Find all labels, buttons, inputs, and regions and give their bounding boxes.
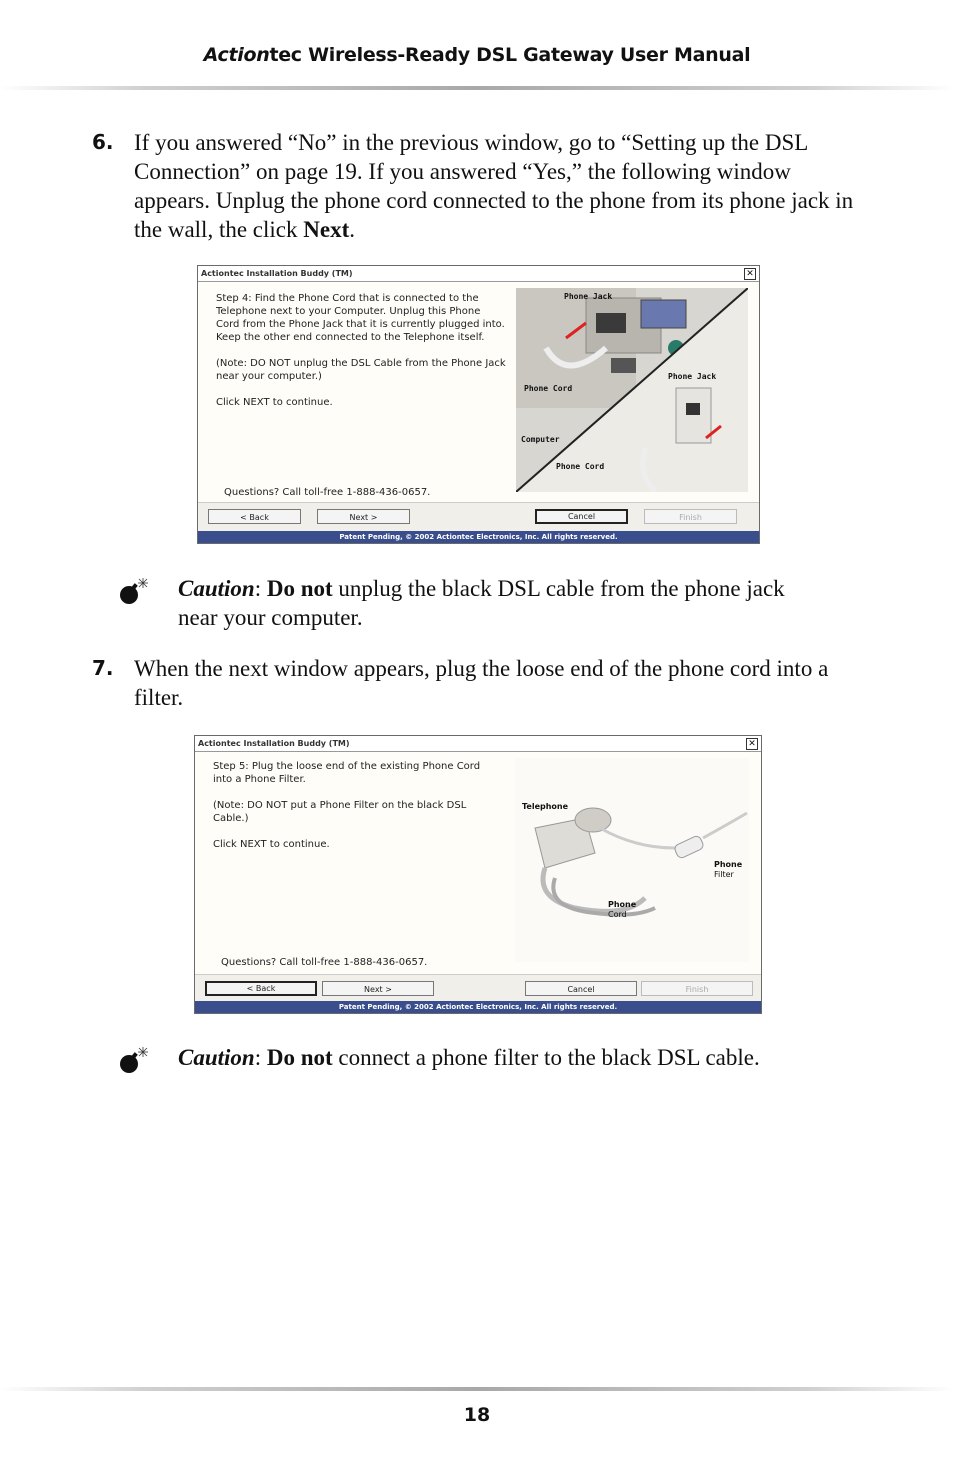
close-icon[interactable]: ✕ (744, 268, 756, 280)
back-button[interactable]: < Back (208, 509, 301, 524)
back-button[interactable]: < Back (205, 981, 317, 996)
caution-text: Caution: Do not connect a phone filter to the black DSL cable. (178, 1045, 760, 1070)
step-text: If you answered “No” in the previous window, go to “Setting up the DSL Connection” on page 19. If you answered “Yes,” the following window appears. Unplug the phone cord connected to the phone from its phone jack in the wall, the click Next. (134, 130, 854, 242)
label-phone-filter-1: Phone (714, 860, 743, 869)
dialog-instructions: Step 4: Find the Phone Cord that is connected to the Telephone next to your Computer. Unplug this Phone Cord from the Phone Jack that it is currently plugged into. Keep the other end connected to the Telephone itself. (Note: DO NOT unplug the DSL Cable from the Phone Jack near your computer.) Click NEXT to continue. (216, 293, 506, 408)
caution-2 (118, 1043, 838, 1072)
label-phone-cord-1: Phone (608, 900, 637, 909)
next-button[interactable]: Next > (322, 981, 434, 996)
header-brand: Action (203, 44, 270, 66)
label-phone-cord-bottom: Phone Cord (556, 462, 605, 471)
label-phone-jack-top: Phone Jack (564, 292, 613, 301)
finish-button[interactable]: Finish (641, 981, 753, 996)
header-rule (0, 86, 954, 90)
dialog-title: Actiontec Installation Buddy (TM) (195, 736, 761, 752)
dialog-button-row (198, 502, 759, 533)
dialog-title: Actiontec Installation Buddy (TM) (198, 266, 759, 282)
page-number: 18 (463, 1404, 491, 1426)
label-telephone: Telephone (522, 802, 569, 811)
step-number: 6. (92, 130, 114, 154)
label-phone-jack-right: Phone Jack (668, 372, 717, 381)
phone-jack-illustration (516, 288, 748, 492)
installation-dialog-step5 (194, 735, 762, 1014)
caution-text: Caution: Do not unplug the black DSL cable from the phone jack near your computer. (178, 576, 785, 630)
close-icon[interactable]: ✕ (746, 738, 758, 750)
label-phone-filter-2: Filter (714, 870, 734, 879)
step-number: 7. (92, 656, 114, 680)
label-computer: Computer (521, 435, 560, 444)
dialog-footer: Patent Pending, © 2002 Actiontec Electronics, Inc. All rights reserved. (198, 531, 759, 543)
next-bold: Next (303, 217, 350, 242)
cancel-button[interactable]: Cancel (535, 509, 628, 524)
step-7 (92, 654, 862, 712)
bomb-icon (118, 576, 152, 606)
dialog-footer: Patent Pending, © 2002 Actiontec Electronics, Inc. All rights reserved. (195, 1001, 761, 1013)
next-button[interactable]: Next > (317, 509, 410, 524)
cancel-button[interactable]: Cancel (525, 981, 637, 996)
phone-filter-illustration (515, 758, 749, 962)
label-phone-cord-left: Phone Cord (524, 384, 573, 393)
header-title: tec Wireless-Ready DSL Gateway User Manual (269, 44, 751, 66)
footer-rule (0, 1387, 954, 1391)
bomb-icon (118, 1045, 152, 1075)
step-text: When the next window appears, plug the loose end of the phone cord into a filter. (134, 656, 829, 710)
step-6 (92, 128, 862, 244)
installation-dialog-step4 (197, 265, 760, 544)
label-phone-cord-2: Cord (608, 910, 627, 919)
dialog-instructions: Step 5: Plug the loose end of the existing Phone Cord into a Phone Filter. (Note: DO NOT put a Phone Filter on the black DSL Cable.) Click NEXT to continue. (213, 761, 481, 850)
finish-button[interactable]: Finish (644, 509, 737, 524)
running-header (0, 44, 954, 66)
support-phone-text: Questions? Call toll-free 1-888-436-0657. (224, 487, 431, 498)
caution-1 (118, 574, 818, 632)
support-phone-text: Questions? Call toll-free 1-888-436-0657. (221, 957, 428, 968)
